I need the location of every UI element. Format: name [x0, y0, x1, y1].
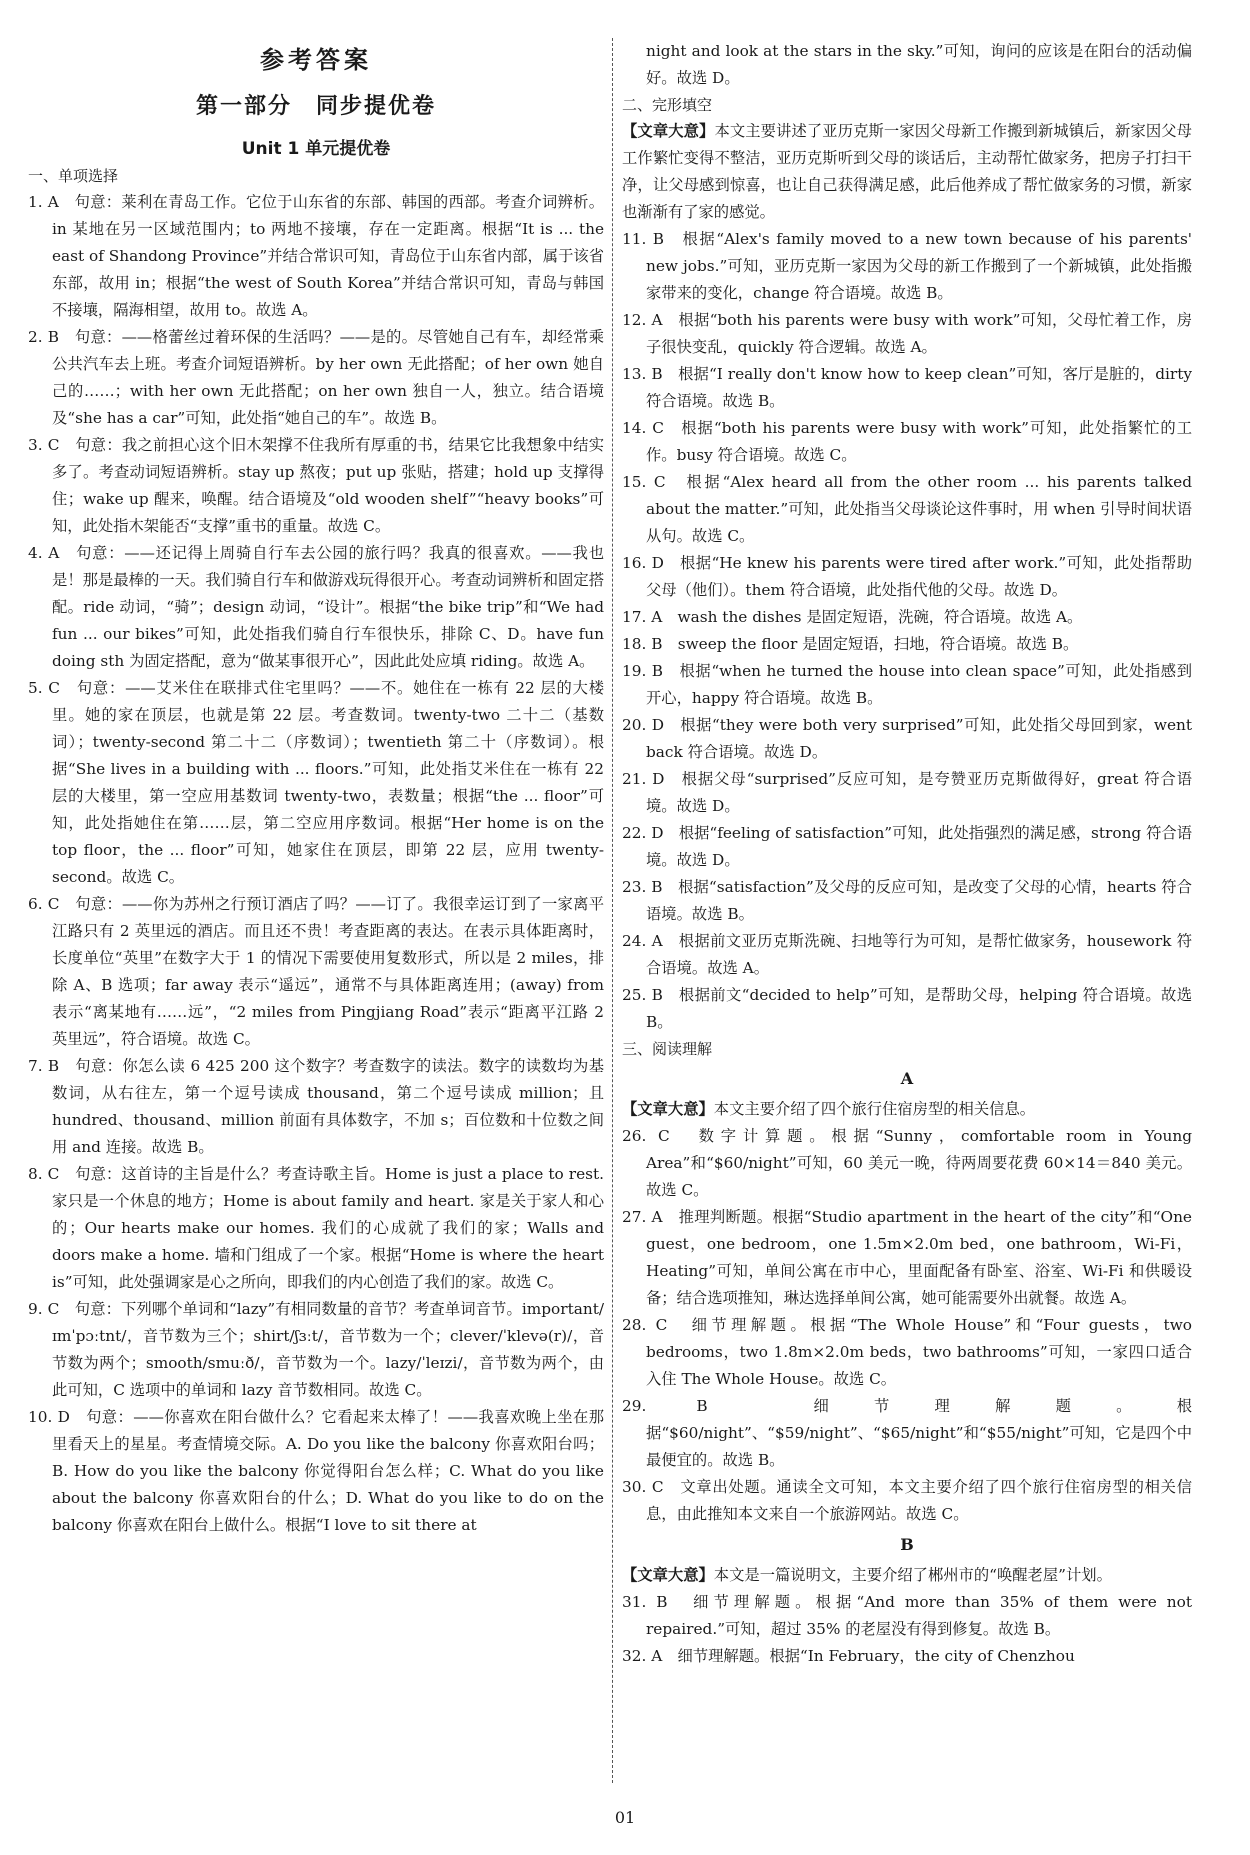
answer-item: 10. D 句意：——你喜欢在阳台做什么？它看起来太棒了！——我喜欢晚上坐在那里看天上的星星。考查情境交际。A. Do you like the balcony 你喜欢阳台吗；B. How do you like the balcony 你觉得阳台怎么样；C. What do you like about the balcony 你喜欢阳台的什么；D. What do you like to do on the balcony 你喜欢在阳台上做什么。根据“I love to sit there at — [28, 1408, 604, 1534]
passage-b-heading: B — [900, 1535, 914, 1554]
summary-label: 【文章大意】 — [622, 122, 715, 140]
answer-item: 27. A 推理判断题。根据“Studio apartment in the heart of the city”和“One guest，one bedroom，one 1.5m×2.0m bed，one bathroom，Wi-Fi，Heating”可知，单间公寓在市中心，里面配备有卧室、浴室、Wi-Fi 和供暖设备；结合选项推知，琳达选择单间公寓，她可能需要外出就餐。故选 A。 — [622, 1208, 1192, 1307]
answer-item: 7. B 句意：你怎么读 6 425 200 这个数字？考查数字的读法。数字的读数均为基数词，从右往左，第一个逗号读成 thousand，第二个逗号读成 million；且 hundred、thousand、million 前面有具体数字，不加 s；百位数和十位数之间用 and 连接。故选 B。 — [28, 1057, 604, 1156]
answer-item: 25. B 根据前文“decided to help”可知，是帮助父母，helping 符合语境。故选 B。 — [622, 986, 1192, 1031]
answer-item: 8. C 句意：这首诗的主旨是什么？考查诗歌主旨。Home is just a place to rest. 家只是一个休息的地方；Home is about family and heart. 家是关于家人和心的；Our hearts make our homes. 我们的心成就了我们的家；Walls and doors make a home. 墙和门组成了一个家。根据“Home is where the heart is”可知，此处强调家是心之所向，即我们的内心创造了我们的家。故选 C。 — [28, 1165, 604, 1291]
answer-item: 9. C 句意：下列哪个单词和“lazy”有相同数量的音节？考查单词音节。important/ɪmˈpɔːtnt/，音节数为三个；shirt/ʃɜːt/，音节数为一个；clever/ˈklevə(r)/，音节数为两个；smooth/smuːð/，音节数为一个。lazy/ˈleɪzi/，音节数为两个，由此可知，C 选项中的单词和 lazy 音节数相同。故选 C。 — [28, 1300, 604, 1399]
summary-text: 本文主要介绍了四个旅行住宿房型的相关信息。 — [713, 1100, 1036, 1118]
answer-item: 23. B 根据“satisfaction”及父母的反应可知，是改变了父母的心情，hearts 符合语境。故选 B。 — [622, 878, 1192, 923]
answer-item: 20. D 根据“they were both very surprised”可知，此处指父母回到家，went back 符合语境。故选 D。 — [622, 716, 1192, 761]
part-title: 第一部分 同步提优卷 — [195, 94, 436, 119]
answer-item: 29. B 细节理解题。根据“$60/night”、“$59/night”、“$65/night”和“$55/night”可知，它是四个中最便宜的。故选 B。 — [622, 1397, 1192, 1469]
answer-item: 15. C 根据“Alex heard all from the other room ... his parents talked about the matter.”可知，此处指当父母谈论这件事时，用 when 引导时间状语从句。故选 C。 — [622, 473, 1192, 545]
answer-item: 32. A 细节理解题。根据“In February，the city of Chenzhou — [622, 1647, 1075, 1665]
summary-text: 本文主要讲述了亚历克斯一家因父母新工作搬到新城镇后，新家因父母工作繁忙变得不整洁，亚历克斯听到父母的谈话后，主动帮忙做家务，把房子打扫干净，让父母感到惊喜，也让自己获得满足感，此后他养成了帮忙做家务的习惯，新家也渐渐有了家的感觉。 — [622, 122, 1192, 221]
unit-title: Unit 1 单元提优卷 — [241, 139, 391, 159]
section-heading-cloze: 二、完形填空 — [622, 96, 713, 114]
answer-item-continued: night and look at the stars in the sky.”可知，询问的应该是在阳台的活动偏好。故选 D。 — [646, 42, 1192, 87]
answer-item: 12. A 根据“both his parents were busy with work”可知，父母忙着工作，房子很快变乱，quickly 符合逻辑。故选 A。 — [622, 311, 1192, 356]
summary-label: 【文章大意】 — [622, 1100, 714, 1118]
answer-item: 16. D 根据“He knew his parents were tired after work.”可知，此处指帮助父母（他们）。them 符合语境，此处指代他的父母。故选 D。 — [622, 554, 1192, 599]
article-summary — [622, 1096, 1192, 1123]
answer-item: 28. C 细节理解题。根据“The Whole House”和“Four guests，two bedrooms，two 1.8m×2.0m beds，two bathrooms”可知，一家四口适合入住 The Whole House。故选 C。 — [622, 1316, 1192, 1388]
left-column — [28, 38, 604, 1539]
answer-item: 22. D 根据“feeling of satisfaction”可知，此处指强烈的满足感，strong 符合语境。故选 D。 — [622, 824, 1192, 869]
answer-item: 26. C 数字计算题。根据“Sunny，comfortable room in Young Area”和“$60/night”可知，60 美元一晚，待两周要花费 60×14＝840 美元。故选 C。 — [622, 1127, 1192, 1199]
passage-a-heading: A — [900, 1069, 914, 1088]
column-divider — [612, 38, 613, 1783]
section-heading-reading: 三、阅读理解 — [622, 1040, 713, 1058]
summary-label: 【文章大意】 — [622, 1566, 714, 1584]
page-title: 参考答案 — [260, 46, 372, 74]
article-summary — [622, 1562, 1192, 1589]
page-number: 01 — [614, 1808, 636, 1827]
answer-item: 6. C 句意：——你为苏州之行预订酒店了吗？——订了。我很幸运订到了一家离平江路只有 2 英里远的酒店。而且还不贵！考查距离的表达。在表示具体距离时，长度单位“英里”在数字大于 1 的情况下需要使用复数形式，所以是 2 miles，排除 A、B 选项；far away 表示“遥远”，通常不与具体距离连用；(away) from 表示“离某地有……远”，“2 miles from Pingjiang Road”表示“距离平江路 2 英里远”，符合语境。故选 C。 — [28, 895, 604, 1048]
answer-item: 11. B 根据“Alex's family moved to a new town because of his parents' new jobs.”可知，亚历克斯一家因为父母的新工作搬到了一个新城镇，此处指搬家带来的变化，change 符合语境。故选 B。 — [622, 230, 1192, 302]
summary-text: 本文是一篇说明文，主要介绍了郴州市的“唤醒老屋”计划。 — [713, 1566, 1112, 1584]
answer-item: 14. C 根据“both his parents were busy with work”可知，此处指繁忙的工作。busy 符合语境。故选 C。 — [622, 419, 1192, 464]
answer-item: 4. A 句意：——还记得上周骑自行车去公园的旅行吗？我真的很喜欢。——我也是！那是最棒的一天。我们骑自行车和做游戏玩得很开心。考查动词辨析和固定搭配。ride 动词，“骑”；design 动词，“设计”。根据“the bike trip”和“We had fun ... our bikes”可知，此处指我们骑自行车很快乐，排除 C、D。have fun doing sth 为固定搭配，意为“做某事很开心”，因此此处应填 riding。故选 A。 — [28, 544, 604, 670]
answer-item: 19. B 根据“when he turned the house into clean space”可知，此处指感到开心，happy 符合语境。故选 B。 — [622, 662, 1192, 707]
answer-item: 24. A 根据前文亚历克斯洗碗、扫地等行为可知，是帮忙做家务，housework 符合语境。故选 A。 — [622, 932, 1192, 977]
answer-item: 17. A wash the dishes 是固定短语，洗碗，符合语境。故选 A。 — [622, 608, 1083, 626]
answer-item: 31. B 细节理解题。根据“And more than 35% of them were not repaired.”可知，超过 35% 的老屋没有得到修复。故选 B。 — [622, 1593, 1192, 1638]
answer-item: 1. A 句意：莱利在青岛工作。它位于山东省的东部、韩国的西部。考查介词辨析。in 某地在另一区域范围内；to 两地不接壤，存在一定距离。根据“It is ... the east of Shandong Province”并结合常识可知，青岛位于山东省内部，属于该省东部，故用 in；根据“the west of South Korea”并结合常识可知，青岛与韩国不接壤，隔海相望，故用 to。故选 A。 — [28, 193, 604, 319]
answer-item: 30. C 文章出处题。通读全文可知，本文主要介绍了四个旅行住宿房型的相关信息，由此推知本文来自一个旅游网站。故选 C。 — [622, 1478, 1192, 1523]
article-summary — [622, 118, 1192, 226]
answer-item: 3. C 句意：我之前担心这个旧木架撑不住我所有厚重的书，结果它比我想象中结实多了。考查动词短语辨析。stay up 熬夜；put up 张贴，搭建；hold up 支撑得住；wake up 醒来，唤醒。结合语境及“old wooden shelf”“heavy books”可知，此处指木架能否“支撑”重书的重量。故选 C。 — [28, 436, 604, 535]
section-heading-single-choice: 一、单项选择 — [28, 167, 119, 185]
right-column — [622, 38, 1192, 1670]
answer-item: 13. B 根据“I really don't know how to keep clean”可知，客厅是脏的，dirty 符合语境。故选 B。 — [622, 365, 1192, 410]
answer-item: 18. B sweep the floor 是固定短语，扫地，符合语境。故选 B。 — [622, 635, 1079, 653]
answer-item: 21. D 根据父母“surprised”反应可知，是夸赞亚历克斯做得好，great 符合语境。故选 D。 — [622, 770, 1192, 815]
answer-item: 2. B 句意：——格蕾丝过着环保的生活吗？——是的。尽管她自己有车，却经常乘公共汽车去上班。考查介词短语辨析。by her own 无此搭配；of her own 她自己的……；with her own 无此搭配；on her own 独自一人，独立。结合语境及“she has a car”可知，此处指“她自己的车”。故选 B。 — [28, 328, 604, 427]
answer-item: 5. C 句意：——艾米住在联排式住宅里吗？——不。她住在一栋有 22 层的大楼里。她的家在顶层，也就是第 22 层。考查数词。twenty-two 二十二（基数词）；twenty-second 第二十二（序数词）；twentieth 第二十（序数词）。根据“She lives in a building with ... floors.”可知，此处指艾米住在一栋有 22 层的大楼里，第一空应用基数词 twenty-two，表数量；根据“the ... floor”可知，此处指她住在第……层，第二空应用序数词。根据“Her home is on the top floor，the ... floor”可知，她家住在顶层，即第 22 层，应用 twenty-second。故选 C。 — [28, 679, 604, 886]
